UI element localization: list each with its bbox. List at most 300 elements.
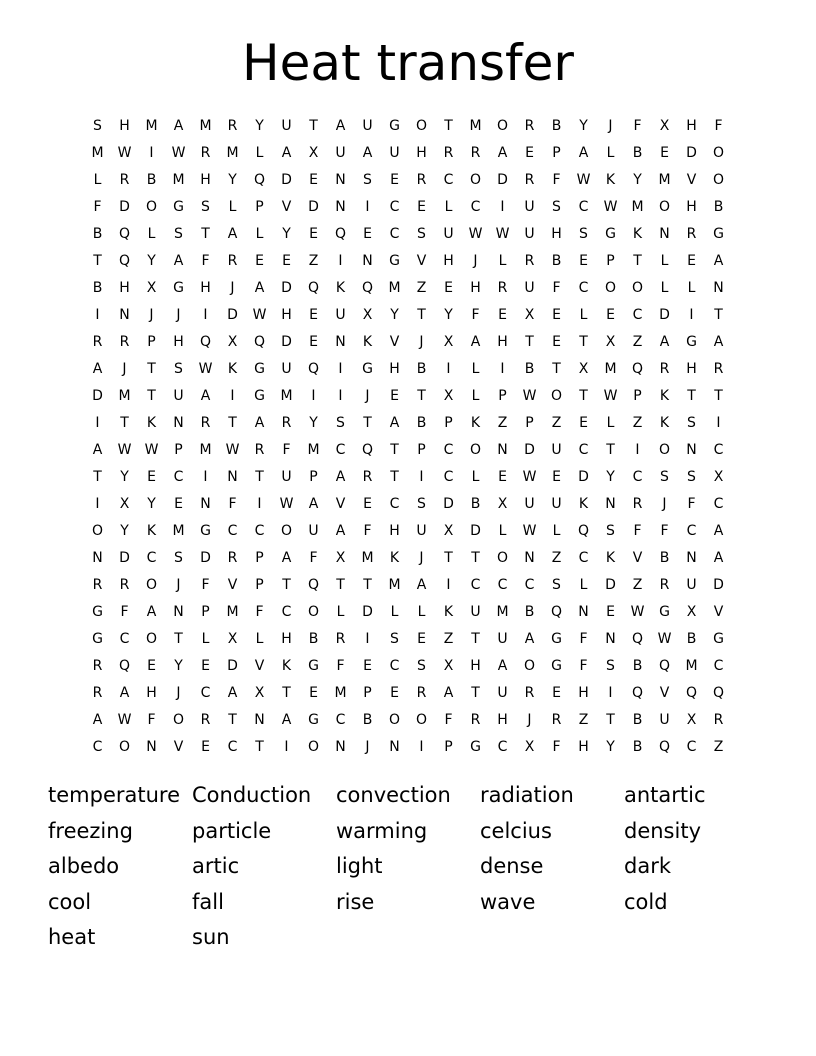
grid-letter: E: [660, 144, 669, 161]
grid-letter: E: [606, 603, 615, 620]
grid-letter: I: [419, 468, 424, 485]
grid-letter: A: [281, 711, 292, 728]
grid-letter: E: [417, 630, 426, 647]
grid-letter: F: [93, 198, 102, 215]
grid-letter: F: [687, 495, 696, 512]
grid-letter: A: [92, 360, 103, 377]
grid-letter: T: [390, 468, 399, 485]
grid-letter: I: [203, 306, 208, 323]
grid-letter: Q: [658, 738, 671, 755]
grid-letter: W: [171, 144, 186, 161]
grid-letter: B: [551, 252, 562, 269]
grid-letter: B: [146, 171, 157, 188]
grid-letter: U: [524, 225, 535, 242]
grid-letter: V: [416, 252, 427, 269]
grid-letter: U: [524, 279, 535, 296]
grid-letter: F: [228, 495, 237, 512]
grid-letter: L: [417, 603, 426, 620]
grid-letter: K: [146, 522, 157, 539]
grid-letter: N: [335, 738, 346, 755]
grid-letter: D: [119, 549, 130, 566]
grid-letter: L: [93, 171, 102, 188]
grid-letter: E: [174, 495, 183, 512]
grid-letter: M: [280, 387, 293, 404]
grid-letter: P: [444, 414, 453, 431]
grid-letter: Y: [309, 414, 318, 431]
grid-letter: K: [281, 657, 292, 674]
grid-letter: I: [203, 468, 208, 485]
grid-letter: E: [282, 252, 291, 269]
grid-letter: H: [119, 117, 130, 134]
grid-letter: R: [200, 414, 211, 431]
grid-letter: S: [687, 414, 696, 431]
grid-letter: T: [606, 441, 615, 458]
word-bank: [48, 778, 768, 956]
grid-letter: E: [309, 684, 318, 701]
grid-letter: W: [198, 360, 213, 377]
grid-letter: X: [686, 711, 697, 728]
grid-letter: H: [281, 306, 292, 323]
grid-letter: T: [390, 441, 399, 458]
grid-letter: X: [227, 630, 238, 647]
grid-letter: P: [606, 252, 615, 269]
grid-letter: U: [173, 387, 184, 404]
grid-letter: I: [95, 306, 100, 323]
grid-letter: T: [255, 738, 264, 755]
grid-letter: A: [578, 144, 589, 161]
grid-letter: K: [389, 549, 400, 566]
grid-letter: P: [525, 414, 534, 431]
grid-letter: W: [603, 387, 618, 404]
grid-letter: P: [255, 576, 264, 593]
grid-letter: A: [713, 252, 724, 269]
grid-letter: G: [254, 360, 265, 377]
grid-letter: Z: [416, 279, 427, 296]
grid-letter: A: [443, 684, 454, 701]
grid-letter: N: [497, 441, 508, 458]
grid-letter: O: [118, 738, 131, 755]
grid-letter: H: [416, 144, 427, 161]
grid-letter: N: [524, 549, 535, 566]
grid-letter: K: [659, 387, 670, 404]
grid-letter: E: [390, 171, 399, 188]
grid-letter: W: [225, 441, 240, 458]
grid-letter: Q: [685, 684, 698, 701]
grid-letter: X: [578, 360, 589, 377]
grid-letter: R: [335, 630, 346, 647]
grid-letter: D: [713, 576, 724, 593]
grid-letter: G: [308, 657, 319, 674]
grid-letter: E: [309, 171, 318, 188]
grid-letter: I: [500, 198, 505, 215]
grid-letter: J: [662, 495, 667, 512]
grid-letter: Y: [147, 252, 156, 269]
grid-letter: K: [443, 603, 454, 620]
grid-letter: O: [523, 657, 536, 674]
grid-letter: E: [201, 657, 210, 674]
grid-letter: E: [255, 252, 264, 269]
grid-letter: C: [497, 576, 508, 593]
grid-letter: P: [201, 603, 210, 620]
grid-letter: S: [174, 549, 183, 566]
grid-letter: Z: [632, 333, 643, 350]
grid-letter: Y: [390, 306, 399, 323]
grid-letter: L: [471, 387, 480, 404]
grid-letter: P: [255, 198, 264, 215]
grid-letter: F: [201, 576, 210, 593]
grid-letter: Q: [361, 279, 374, 296]
grid-letter: Z: [497, 414, 508, 431]
grid-letter: J: [230, 279, 235, 296]
word-bank-item: convection: [336, 783, 451, 807]
grid-letter: C: [227, 738, 238, 755]
grid-letter: L: [498, 522, 507, 539]
grid-letter: K: [335, 279, 346, 296]
grid-letter: L: [471, 468, 480, 485]
grid-letter: C: [119, 630, 130, 647]
grid-letter: W: [252, 306, 267, 323]
grid-letter: W: [630, 603, 645, 620]
grid-letter: F: [660, 522, 669, 539]
grid-letter: Q: [334, 225, 347, 242]
grid-letter: L: [444, 198, 453, 215]
grid-letter: U: [308, 522, 319, 539]
grid-letter: U: [659, 711, 670, 728]
grid-letter: X: [443, 333, 454, 350]
grid-letter: N: [335, 198, 346, 215]
grid-letter: F: [309, 549, 318, 566]
grid-letter: I: [635, 441, 640, 458]
grid-letter: M: [307, 441, 320, 458]
grid-letter: T: [444, 117, 453, 134]
grid-letter: T: [606, 711, 615, 728]
grid-letter: I: [365, 198, 370, 215]
grid-letter: K: [632, 225, 643, 242]
grid-letter: F: [633, 522, 642, 539]
grid-letter: L: [336, 603, 345, 620]
grid-letter: E: [552, 684, 561, 701]
grid-letter: B: [524, 360, 535, 377]
grid-letter: A: [92, 711, 103, 728]
grid-letter: T: [687, 387, 696, 404]
grid-letter: W: [495, 225, 510, 242]
grid-letter: C: [443, 441, 454, 458]
grid-letter: X: [713, 468, 724, 485]
grid-letter: C: [389, 198, 400, 215]
word-bank-item: albedo: [48, 854, 120, 878]
grid-letter: Q: [199, 333, 212, 350]
grid-letter: M: [199, 441, 212, 458]
grid-letter: B: [524, 603, 535, 620]
grid-letter: M: [631, 198, 644, 215]
grid-letter: R: [443, 144, 454, 161]
grid-letter: H: [200, 171, 211, 188]
grid-letter: O: [712, 171, 725, 188]
grid-letter: X: [497, 495, 508, 512]
grid-letter: X: [362, 306, 373, 323]
grid-letter: O: [415, 711, 428, 728]
grid-letter: X: [686, 603, 697, 620]
grid-letter: I: [95, 414, 100, 431]
grid-letter: Q: [361, 441, 374, 458]
grid-letter: M: [226, 144, 239, 161]
grid-letter: S: [552, 198, 561, 215]
grid-letter: K: [605, 549, 616, 566]
word-bank-item: heat: [48, 925, 96, 949]
grid-letter: M: [172, 171, 185, 188]
grid-letter: N: [362, 252, 373, 269]
grid-letter: S: [552, 576, 561, 593]
grid-letter: U: [416, 522, 427, 539]
grid-letter: I: [338, 360, 343, 377]
grid-letter: L: [660, 279, 669, 296]
grid-letter: L: [579, 306, 588, 323]
grid-letter: N: [119, 306, 130, 323]
grid-letter: C: [227, 522, 238, 539]
grid-letter: N: [389, 738, 400, 755]
grid-letter: A: [416, 576, 427, 593]
grid-letter: E: [309, 306, 318, 323]
grid-letter: L: [255, 630, 264, 647]
grid-letter: H: [389, 522, 400, 539]
grid-letter: E: [417, 198, 426, 215]
grid-letter: T: [147, 360, 156, 377]
grid-letter: C: [497, 738, 508, 755]
grid-letter: O: [658, 441, 671, 458]
grid-letter: N: [686, 549, 697, 566]
grid-letter: O: [712, 144, 725, 161]
grid-letter: L: [201, 630, 210, 647]
grid-letter: H: [578, 738, 589, 755]
grid-letter: F: [444, 711, 453, 728]
grid-letter: R: [632, 495, 643, 512]
grid-letter: T: [552, 360, 561, 377]
grid-letter: L: [228, 198, 237, 215]
grid-letter: V: [632, 549, 643, 566]
grid-letter: C: [389, 225, 400, 242]
grid-letter: R: [119, 333, 130, 350]
grid-letter: D: [659, 306, 670, 323]
grid-letter: L: [606, 414, 615, 431]
grid-letter: F: [579, 657, 588, 674]
grid-letter: Q: [253, 333, 266, 350]
grid-letter: H: [686, 198, 697, 215]
grid-letter: Q: [631, 360, 644, 377]
grid-letter: H: [173, 333, 184, 350]
grid-letter: R: [551, 711, 562, 728]
grid-letter: U: [524, 198, 535, 215]
grid-letter: A: [335, 468, 346, 485]
grid-letter: P: [498, 387, 507, 404]
grid-letter: S: [660, 468, 669, 485]
grid-letter: D: [524, 441, 535, 458]
grid-letter: B: [632, 711, 643, 728]
grid-letter: R: [713, 360, 724, 377]
grid-letter: J: [365, 738, 370, 755]
grid-letter: G: [470, 738, 481, 755]
grid-letter: D: [227, 657, 238, 674]
grid-letter: A: [308, 495, 319, 512]
grid-letter: T: [363, 414, 372, 431]
grid-letter: M: [496, 603, 509, 620]
grid-letter: I: [716, 414, 721, 431]
grid-letter: R: [200, 711, 211, 728]
word-bank-item: dense: [480, 854, 544, 878]
grid-letter: G: [551, 657, 562, 674]
grid-letter: Q: [118, 657, 131, 674]
grid-letter: B: [362, 711, 373, 728]
grid-letter: E: [687, 252, 696, 269]
grid-letter: S: [417, 495, 426, 512]
grid-letter: O: [91, 522, 104, 539]
word-bank-item: fall: [192, 889, 224, 914]
grid-letter: R: [470, 144, 481, 161]
grid-letter: C: [632, 306, 643, 323]
grid-letter: Z: [443, 630, 454, 647]
grid-letter: J: [149, 306, 154, 323]
grid-letter: B: [92, 225, 103, 242]
grid-letter: L: [471, 360, 480, 377]
grid-letter: M: [685, 657, 698, 674]
grid-letter: C: [470, 198, 481, 215]
grid-letter: G: [173, 198, 184, 215]
grid-letter: Z: [551, 549, 562, 566]
grid-letter: I: [338, 252, 343, 269]
grid-letter: V: [254, 657, 265, 674]
grid-letter: I: [500, 360, 505, 377]
grid-letter: Q: [118, 252, 131, 269]
grid-letter: H: [497, 333, 508, 350]
grid-letter: O: [469, 171, 482, 188]
grid-letter: R: [524, 252, 535, 269]
grid-letter: A: [92, 441, 103, 458]
grid-letter: W: [117, 144, 132, 161]
grid-letter: S: [687, 468, 696, 485]
grid-letter: W: [657, 630, 672, 647]
grid-letter: E: [201, 738, 210, 755]
grid-letter: S: [606, 522, 615, 539]
grid-letter: I: [446, 576, 451, 593]
grid-letter: H: [389, 360, 400, 377]
grid-letter: A: [281, 549, 292, 566]
grid-letter: F: [552, 171, 561, 188]
grid-letter: X: [443, 657, 454, 674]
word-bank-item: antartic: [624, 783, 706, 807]
grid-letter: A: [254, 279, 265, 296]
grid-letter: T: [120, 414, 129, 431]
grid-letter: D: [578, 468, 589, 485]
grid-letter: L: [579, 576, 588, 593]
grid-letter: W: [522, 387, 537, 404]
grid-letter: Y: [606, 738, 615, 755]
page-title: Heat transfer: [242, 34, 574, 92]
grid-letter: X: [443, 387, 454, 404]
grid-letter: N: [92, 549, 103, 566]
grid-letter: A: [659, 333, 670, 350]
grid-letter: C: [254, 522, 265, 539]
grid-letter: F: [714, 117, 723, 134]
grid-letter: T: [282, 576, 291, 593]
grid-letter: T: [714, 306, 723, 323]
grid-letter: A: [389, 414, 400, 431]
grid-letter: P: [417, 441, 426, 458]
grid-letter: T: [309, 117, 318, 134]
grid-letter: P: [552, 144, 561, 161]
grid-letter: D: [281, 171, 292, 188]
grid-letter: Y: [606, 468, 615, 485]
grid-letter: G: [362, 360, 373, 377]
grid-letter: Z: [713, 738, 724, 755]
grid-letter: U: [335, 144, 346, 161]
grid-letter: X: [524, 306, 535, 323]
grid-letter: Q: [550, 603, 563, 620]
grid-letter: A: [173, 117, 184, 134]
grid-letter: P: [309, 468, 318, 485]
grid-letter: L: [552, 522, 561, 539]
grid-letter: E: [309, 225, 318, 242]
grid-letter: G: [254, 387, 265, 404]
grid-letter: W: [279, 495, 294, 512]
grid-letter: Q: [253, 171, 266, 188]
grid-letter: O: [415, 117, 428, 134]
word-bank-item: temperature: [48, 783, 180, 807]
grid-letter: G: [389, 117, 400, 134]
grid-letter: N: [173, 603, 184, 620]
grid-letter: T: [579, 387, 588, 404]
grid-letter: C: [443, 468, 454, 485]
grid-letter: C: [470, 576, 481, 593]
word-bank-item: density: [624, 818, 701, 843]
grid-letter: O: [280, 522, 293, 539]
letter-grid: [84, 112, 732, 760]
grid-letter: R: [227, 252, 238, 269]
grid-letter: L: [660, 252, 669, 269]
grid-letter: X: [308, 144, 319, 161]
grid-letter: E: [552, 468, 561, 485]
grid-letter: T: [282, 684, 291, 701]
grid-letter: Z: [632, 414, 643, 431]
grid-letter: J: [176, 306, 181, 323]
grid-letter: Q: [658, 657, 671, 674]
grid-letter: S: [93, 117, 102, 134]
grid-letter: J: [473, 252, 478, 269]
grid-letter: U: [335, 306, 346, 323]
grid-letter: U: [281, 468, 292, 485]
grid-letter: Z: [632, 576, 643, 593]
grid-letter: G: [713, 225, 724, 242]
grid-letter: A: [713, 522, 724, 539]
grid-letter: M: [361, 549, 374, 566]
grid-letter: S: [174, 225, 183, 242]
grid-letter: Q: [118, 225, 131, 242]
grid-letter: U: [443, 225, 454, 242]
grid-letter: C: [713, 657, 724, 674]
grid-letter: Y: [147, 495, 156, 512]
grid-letter: S: [174, 360, 183, 377]
grid-letter: U: [470, 603, 481, 620]
grid-letter: D: [92, 387, 103, 404]
grid-letter: Q: [307, 576, 320, 593]
grid-letter: T: [471, 630, 480, 647]
word-bank-item: cool: [48, 889, 92, 914]
grid-letter: R: [659, 576, 670, 593]
grid-letter: C: [389, 495, 400, 512]
word-bank-item: warming: [336, 818, 428, 843]
grid-letter: H: [281, 630, 292, 647]
grid-letter: E: [390, 684, 399, 701]
grid-letter: F: [147, 711, 156, 728]
grid-letter: M: [334, 684, 347, 701]
